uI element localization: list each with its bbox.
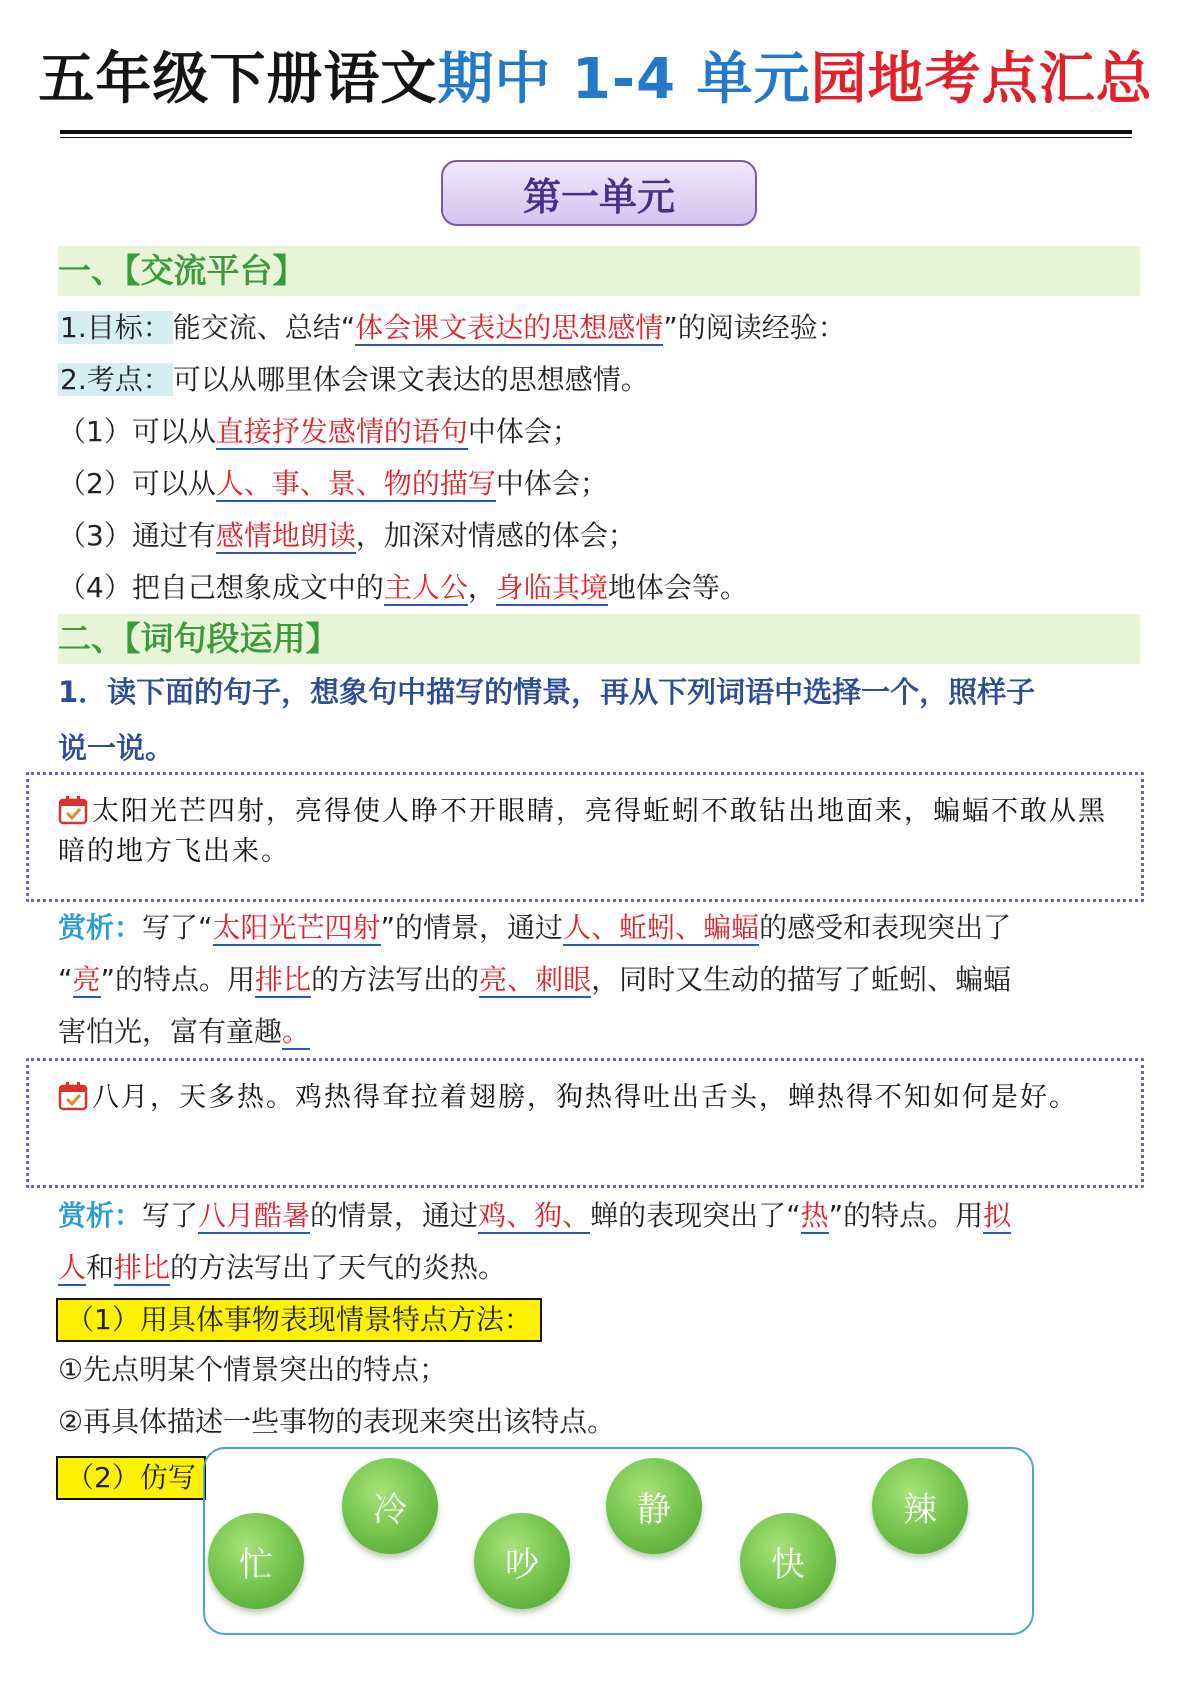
analysis-text: 写了 <box>142 1199 199 1232</box>
analysis-highlight: 亮 <box>72 963 101 996</box>
item-highlight: 直接抒发感情的语句 <box>215 415 468 448</box>
calendar-check-icon <box>58 1081 88 1111</box>
item-highlight: 人、事、景、物的描写 <box>215 467 496 500</box>
page-title <box>0 47 1191 112</box>
analysis-1-line-2 <box>58 962 1011 998</box>
word-bubble[interactable]: 静 <box>606 1458 702 1554</box>
item-text: （1）可以从 <box>58 415 216 448</box>
section-heading-1: 一、【交流平台】 <box>58 246 1140 296</box>
title-rule-thick <box>60 130 1132 134</box>
word-bubble[interactable]: 快 <box>740 1513 836 1609</box>
analysis-text: 的方法写出的 <box>311 963 480 996</box>
title-part-1: 五年级下册语文 <box>38 47 438 112</box>
analysis-label: 赏析： <box>58 911 143 944</box>
item-highlight: 身临其境 <box>495 571 608 604</box>
word-bubble[interactable]: 忙 <box>208 1513 304 1609</box>
analysis-text: ”的情景，通过 <box>380 911 564 944</box>
word-bubble[interactable]: 冷 <box>342 1458 438 1554</box>
analysis-text: “ <box>58 963 73 996</box>
analysis-highlight: 。 <box>282 1015 311 1048</box>
analysis-highlight: 鸡、狗、 <box>478 1199 591 1232</box>
analysis-1-line-1 <box>58 910 1011 946</box>
unit-badge: 第一单元 <box>441 160 757 226</box>
list-item <box>58 518 636 554</box>
analysis-text: 写了“ <box>142 911 213 944</box>
analysis-highlight: 八月酷暑 <box>198 1199 311 1232</box>
example-sentence-1 <box>58 792 1108 872</box>
item-text: （2）可以从 <box>58 467 216 500</box>
goal-pre: 能交流、总结“ <box>172 311 356 344</box>
analysis-2-line-2 <box>58 1250 506 1286</box>
analysis-text: 的感受和表现突出了 <box>759 911 1012 944</box>
analysis-highlight: 亮、刺眼 <box>479 963 592 996</box>
title-rule-thin <box>60 137 1132 138</box>
word-bubble[interactable]: 辣 <box>872 1458 968 1554</box>
item-text: 地体会等。 <box>607 571 748 604</box>
analysis-text: 蝉的表现突出了“ <box>590 1199 801 1232</box>
analysis-text: ”的特点。用 <box>100 963 256 996</box>
goal-line <box>58 310 846 346</box>
title-part-3: 园地考点汇总 <box>810 47 1153 112</box>
example-sentence-text: 太阳光芒四射，亮得使人睁不开眼睛，亮得蚯蚓不敢钻出地面来，蝙蝠不敢从黑暗的地方飞出来。 <box>58 796 1107 867</box>
analysis-text: 的方法写出了天气的炎热。 <box>170 1251 507 1284</box>
analysis-text: 和 <box>86 1251 115 1284</box>
point-key: 2.考点： <box>60 363 171 396</box>
method-step: ①先点明某个情景突出的特点； <box>58 1353 448 1386</box>
example-sentence-2 <box>58 1078 1108 1118</box>
item-text: ， <box>467 571 496 604</box>
analysis-highlight: 排比 <box>255 963 312 996</box>
analysis-1-line-3 <box>58 1014 310 1050</box>
analysis-highlight: 热 <box>800 1199 829 1232</box>
method-title: （1）用具体事物表现情景特点方法： <box>56 1298 542 1342</box>
item-text: 中体会； <box>495 467 608 500</box>
calendar-check-icon <box>58 795 88 825</box>
analysis-highlight: 人 <box>58 1251 87 1284</box>
imitate-title: （2）仿写 <box>56 1456 206 1500</box>
question-line-1: 1．读下面的句子，想象句中描写的情景，再从下列词语中选择一个，照样子 <box>58 675 1036 709</box>
item-highlight: 主人公 <box>383 571 468 604</box>
analysis-text: 害怕光，富有童趣 <box>58 1015 283 1048</box>
item-text: （4）把自己想象成文中的 <box>58 571 384 604</box>
word-bubble[interactable]: 吵 <box>474 1513 570 1609</box>
point-line <box>58 362 649 398</box>
goal-highlight: 体会课文表达的思想感情 <box>355 311 664 344</box>
item-text: ，加深对情感的体会； <box>355 519 636 552</box>
analysis-text: ，同时又生动的描写了蚯蚓、蝙蝠 <box>591 963 1012 996</box>
goal-post: ”的阅读经验： <box>663 311 846 344</box>
item-text: 中体会； <box>467 415 580 448</box>
list-item <box>58 466 608 502</box>
analysis-text: ”的特点。用 <box>828 1199 984 1232</box>
item-text: （3）通过有 <box>58 519 216 552</box>
method-step: ②再具体描述一些事物的表现来突出该特点。 <box>58 1405 616 1438</box>
analysis-highlight: 太阳光芒四射 <box>212 911 381 944</box>
goal-key: 1.目标： <box>60 311 171 344</box>
analysis-highlight: 排比 <box>114 1251 171 1284</box>
analysis-highlight: 人、蚯蚓、蝙蝠 <box>563 911 760 944</box>
section-heading-2: 二、【词句段运用】 <box>58 614 1140 664</box>
example-sentence-text: 八月，天多热。鸡热得耷拉着翅膀，狗热得吐出舌头，蝉热得不知如何是好。 <box>92 1082 1078 1113</box>
analysis-2-line-1 <box>58 1198 1011 1234</box>
item-highlight: 感情地朗读 <box>215 519 356 552</box>
analysis-highlight: 拟 <box>983 1199 1012 1232</box>
analysis-text: 的情景，通过 <box>310 1199 479 1232</box>
question-line-2: 说一说。 <box>58 731 175 765</box>
list-item <box>58 414 580 450</box>
title-part-2: 期中 1-4 单元 <box>437 47 811 112</box>
analysis-label: 赏析： <box>58 1199 143 1232</box>
list-item <box>58 570 748 606</box>
point-text: 可以从哪里体会课文表达的思想感情。 <box>172 363 649 396</box>
